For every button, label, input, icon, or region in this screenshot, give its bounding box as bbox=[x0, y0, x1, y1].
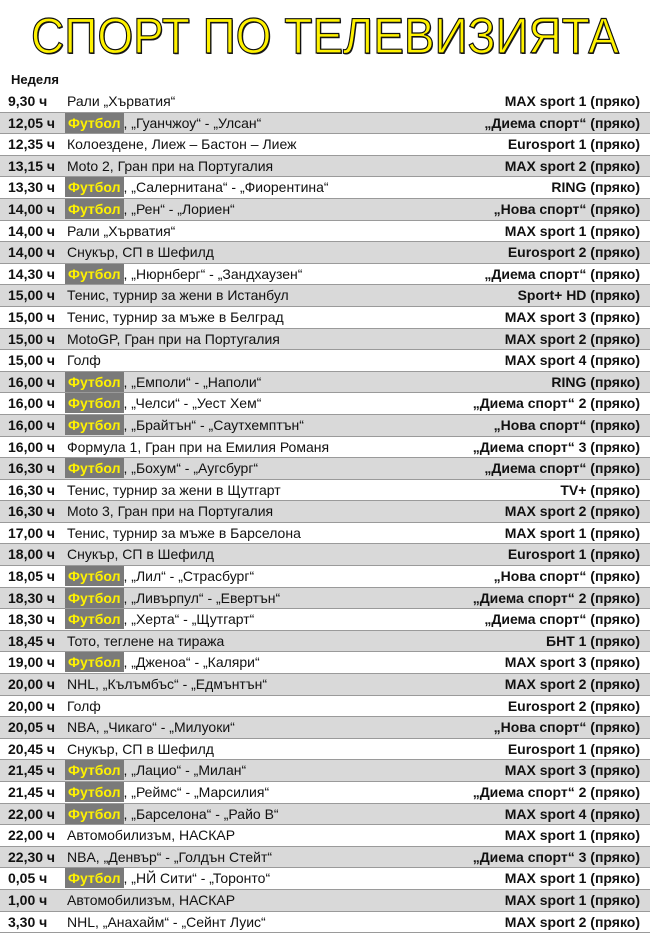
event-text: , „Емполи“ - „Наполи“ bbox=[123, 373, 262, 390]
channel-label: MAX sport 1 (пряко) bbox=[504, 891, 640, 908]
schedule-row bbox=[0, 264, 650, 286]
schedule-row bbox=[0, 393, 650, 415]
event-cell bbox=[67, 242, 214, 264]
event-cell bbox=[67, 177, 329, 199]
channel-label: MAX sport 3 (пряко) bbox=[504, 762, 640, 779]
time-label: 15,00 ч bbox=[8, 352, 56, 369]
time-label: 12,35 ч bbox=[8, 136, 56, 153]
schedule-row bbox=[0, 609, 650, 631]
sport-badge: Футбол bbox=[65, 458, 124, 478]
event-cell bbox=[67, 890, 235, 912]
event-cell bbox=[67, 847, 272, 869]
event-text: , „Гуанчжоу“ - „Улсан“ bbox=[123, 114, 262, 131]
schedule-row bbox=[0, 523, 650, 545]
time-label: 18,00 ч bbox=[8, 546, 56, 563]
event-cell bbox=[67, 544, 214, 566]
event-text: , „Ливърпул“ - „Евертън“ bbox=[123, 589, 281, 606]
channel-label: MAX sport 4 (пряко) bbox=[504, 352, 640, 369]
schedule-row bbox=[0, 782, 650, 804]
event-text: Рали „Хърватия“ bbox=[67, 93, 176, 109]
time-label: 16,30 ч bbox=[8, 481, 56, 498]
event-cell bbox=[67, 588, 280, 610]
channel-label: „Диема спорт“ 3 (пряко) bbox=[472, 438, 640, 455]
event-cell bbox=[67, 264, 302, 286]
channel-label: MAX sport 3 (пряко) bbox=[504, 654, 640, 671]
event-cell bbox=[67, 825, 235, 847]
schedule-row bbox=[0, 760, 650, 782]
schedule-row bbox=[0, 480, 650, 502]
time-label: 17,00 ч bbox=[8, 524, 56, 541]
channel-label: „Нова спорт“ (пряко) bbox=[493, 719, 640, 736]
event-text: , „Бохум“ - „Аугсбург“ bbox=[123, 460, 259, 477]
schedule-row bbox=[0, 501, 650, 523]
event-text: Снукър, СП в Шефилд bbox=[67, 740, 214, 757]
time-label: 14,30 ч bbox=[8, 265, 56, 282]
time-label: 20,45 ч bbox=[8, 740, 56, 757]
event-text: , „Нюрнберг“ - „Зандхаузен“ bbox=[123, 265, 303, 282]
schedule-row bbox=[0, 652, 650, 674]
time-label: 3,30 ч bbox=[8, 913, 48, 930]
event-cell bbox=[67, 134, 296, 156]
channel-label: Eurosport 1 (пряко) bbox=[507, 546, 640, 563]
schedule-row bbox=[0, 674, 650, 696]
event-text: Тенис, турнир за мъже в Белград bbox=[67, 308, 284, 325]
time-label: 16,00 ч bbox=[8, 373, 56, 390]
event-cell bbox=[67, 912, 266, 934]
event-text: , „Лацио“ - „Милан“ bbox=[123, 762, 247, 779]
event-text: MotoGP, Гран при на Португалия bbox=[67, 330, 280, 347]
channel-label: MAX sport 1 (пряко) bbox=[504, 93, 640, 109]
event-text: Рали „Хърватия“ bbox=[67, 222, 176, 239]
sport-badge: Футбол bbox=[65, 782, 124, 802]
event-text: Голф bbox=[67, 352, 101, 369]
schedule-row bbox=[0, 544, 650, 566]
time-label: 16,00 ч bbox=[8, 438, 56, 455]
schedule-list bbox=[0, 91, 650, 933]
channel-label: MAX sport 1 (пряко) bbox=[504, 870, 640, 887]
sport-badge: Футбол bbox=[65, 652, 124, 672]
time-label: 22,00 ч bbox=[8, 827, 56, 844]
event-text: Moto 3, Гран при на Португалия bbox=[67, 503, 274, 520]
time-label: 9,30 ч bbox=[8, 93, 48, 109]
event-cell bbox=[67, 307, 284, 329]
schedule-row bbox=[0, 199, 650, 221]
channel-label: MAX sport 2 (пряко) bbox=[504, 330, 640, 347]
event-text: Тото, теглене на тиража bbox=[67, 632, 225, 649]
event-cell bbox=[67, 221, 175, 243]
schedule-row bbox=[0, 868, 650, 890]
channel-label: MAX sport 4 (пряко) bbox=[504, 805, 640, 822]
event-text: NBA, „Денвър“ - „Голдън Стейт“ bbox=[67, 848, 273, 865]
schedule-row bbox=[0, 912, 650, 934]
day-heading: Неделя bbox=[11, 72, 59, 87]
event-text: , „Дженоа“ - „Каляри“ bbox=[123, 654, 260, 671]
event-text: , „Салернитана“ - „Фиорентина“ bbox=[123, 179, 329, 196]
event-text: , „Херта“ - „Щутгарт“ bbox=[123, 611, 255, 628]
event-text: Снукър, СП в Шефилд bbox=[67, 546, 214, 563]
schedule-row bbox=[0, 415, 650, 437]
time-label: 12,05 ч bbox=[8, 114, 56, 131]
event-text: , „НЙ Сити“ - „Торонто“ bbox=[123, 870, 271, 887]
event-cell bbox=[67, 437, 329, 459]
event-cell bbox=[67, 739, 214, 761]
schedule-row bbox=[0, 221, 650, 243]
channel-label: MAX sport 2 (пряко) bbox=[504, 503, 640, 520]
event-cell bbox=[67, 782, 269, 804]
event-cell bbox=[67, 566, 254, 588]
event-text: Снукър, СП в Шефилд bbox=[67, 244, 214, 261]
schedule-row bbox=[0, 307, 650, 329]
channel-label: RING (пряко) bbox=[551, 373, 640, 390]
event-cell bbox=[67, 458, 258, 480]
sport-badge: Футбол bbox=[65, 372, 124, 392]
sport-badge: Футбол bbox=[65, 609, 124, 629]
event-cell bbox=[67, 113, 261, 135]
time-label: 20,00 ч bbox=[8, 676, 56, 693]
event-cell bbox=[67, 523, 301, 545]
schedule-row bbox=[0, 847, 650, 869]
channel-label: БНТ 1 (пряко) bbox=[546, 632, 640, 649]
schedule-row bbox=[0, 566, 650, 588]
schedule-row bbox=[0, 329, 650, 351]
time-label: 15,00 ч bbox=[8, 308, 56, 325]
time-label: 13,15 ч bbox=[8, 157, 56, 174]
header bbox=[0, 0, 650, 70]
time-label: 0,05 ч bbox=[8, 870, 48, 887]
event-cell bbox=[67, 652, 260, 674]
channel-label: MAX sport 2 (пряко) bbox=[504, 676, 640, 693]
event-text: NHL, „Кълъмбъс“ - „Едмънтън“ bbox=[67, 676, 267, 693]
channel-label: „Диема спорт“ (пряко) bbox=[484, 460, 640, 477]
time-label: 16,30 ч bbox=[8, 460, 56, 477]
time-label: 19,00 ч bbox=[8, 654, 56, 671]
channel-label: Eurosport 2 (пряко) bbox=[507, 244, 640, 261]
event-cell bbox=[67, 480, 281, 502]
sport-badge: Футбол bbox=[65, 177, 124, 197]
schedule-row bbox=[0, 588, 650, 610]
event-text: , „Челси“ - „Уест Хем“ bbox=[123, 395, 262, 412]
schedule-row bbox=[0, 825, 650, 847]
sport-badge: Футбол bbox=[65, 566, 124, 586]
event-text: NBA, „Чикаго“ - „Милуоки“ bbox=[67, 719, 235, 736]
channel-label: MAX sport 2 (пряко) bbox=[504, 157, 640, 174]
time-label: 16,00 ч bbox=[8, 395, 56, 412]
event-text: , „Рен“ - „Лориен“ bbox=[123, 200, 235, 217]
event-cell bbox=[67, 329, 280, 351]
event-text: , „Брайтън“ - „Саутхемптън“ bbox=[123, 416, 304, 433]
event-cell bbox=[67, 393, 261, 415]
event-text: Автомобилизъм, НАСКАР bbox=[67, 891, 236, 908]
time-label: 20,05 ч bbox=[8, 719, 56, 736]
sport-badge: Футбол bbox=[65, 113, 124, 133]
channel-label: Eurosport 1 (пряко) bbox=[507, 136, 640, 153]
channel-label: MAX sport 1 (пряко) bbox=[504, 827, 640, 844]
time-label: 16,00 ч bbox=[8, 416, 56, 433]
event-text: , „Лил“ - „Страсбург“ bbox=[123, 568, 255, 585]
channel-label: MAX sport 2 (пряко) bbox=[504, 913, 640, 930]
channel-label: „Нова спорт“ (пряко) bbox=[493, 200, 640, 217]
time-label: 14,00 ч bbox=[8, 222, 56, 239]
sport-badge: Футбол bbox=[65, 199, 124, 219]
time-label: 18,45 ч bbox=[8, 632, 56, 649]
channel-label: „Диема спорт“ 2 (пряко) bbox=[472, 589, 640, 606]
time-label: 16,30 ч bbox=[8, 503, 56, 520]
time-label: 15,00 ч bbox=[8, 330, 56, 347]
sport-badge: Футбол bbox=[65, 264, 124, 284]
event-text: Формула 1, Гран при на Емилия Романя bbox=[67, 438, 330, 455]
schedule-row bbox=[0, 804, 650, 826]
event-cell bbox=[67, 804, 279, 826]
schedule-row bbox=[0, 177, 650, 199]
sport-badge: Футбол bbox=[65, 415, 124, 435]
event-text: Тенис, турнир за жени в Щутгарт bbox=[67, 481, 281, 498]
time-label: 13,30 ч bbox=[8, 179, 56, 196]
sport-badge: Футбол bbox=[65, 393, 124, 413]
sport-badge: Футбол bbox=[65, 804, 124, 824]
event-text: NHL, „Анахайм“ - „Сейнт Луис“ bbox=[67, 913, 266, 930]
event-text: , „Реймс“ - „Марсилия“ bbox=[123, 784, 270, 800]
schedule-row bbox=[0, 631, 650, 653]
sport-badge: Футбол bbox=[65, 760, 124, 780]
channel-label: „Диема спорт“ 3 (пряко) bbox=[472, 848, 640, 865]
event-text: Тенис, турнир за жени в Истанбул bbox=[67, 287, 289, 304]
time-label: 20,00 ч bbox=[8, 697, 56, 714]
channel-label: „Диема спорт“ (пряко) bbox=[484, 114, 640, 131]
event-cell bbox=[67, 696, 101, 718]
event-cell bbox=[67, 91, 175, 113]
page-title: СПОРТ ПО ТЕЛЕВИЗИЯТА bbox=[31, 8, 619, 64]
channel-label: RING (пряко) bbox=[551, 179, 640, 196]
channel-label: MAX sport 1 (пряко) bbox=[504, 222, 640, 239]
channel-label: „Диема спорт“ (пряко) bbox=[484, 611, 640, 628]
schedule-row bbox=[0, 350, 650, 372]
channel-label: „Нова спорт“ (пряко) bbox=[493, 568, 640, 585]
event-cell bbox=[67, 199, 235, 221]
event-cell bbox=[67, 415, 304, 437]
event-text: Колоездене, Лиеж – Бастон – Лиеж bbox=[67, 136, 297, 153]
event-cell bbox=[67, 285, 289, 307]
event-text: , „Барселона“ - „Райо В“ bbox=[123, 805, 279, 822]
time-label: 14,00 ч bbox=[8, 200, 56, 217]
schedule-row bbox=[0, 113, 650, 135]
time-label: 21,45 ч bbox=[8, 762, 56, 779]
time-label: 21,45 ч bbox=[8, 784, 56, 800]
channel-label: „Диема спорт“ 2 (пряко) bbox=[472, 784, 640, 800]
schedule-row bbox=[0, 91, 650, 113]
schedule-row bbox=[0, 458, 650, 480]
schedule-row bbox=[0, 717, 650, 739]
sport-badge: Футбол bbox=[65, 588, 124, 608]
schedule-row bbox=[0, 285, 650, 307]
schedule-row bbox=[0, 696, 650, 718]
time-label: 18,30 ч bbox=[8, 611, 56, 628]
event-cell bbox=[67, 501, 273, 523]
event-cell bbox=[67, 868, 270, 890]
event-cell bbox=[67, 674, 267, 696]
event-cell bbox=[67, 760, 246, 782]
time-label: 22,30 ч bbox=[8, 848, 56, 865]
time-label: 14,00 ч bbox=[8, 244, 56, 261]
channel-label: Sport+ HD (пряко) bbox=[517, 287, 640, 304]
event-cell bbox=[67, 156, 273, 178]
time-label: 1,00 ч bbox=[8, 891, 48, 908]
time-label: 22,00 ч bbox=[8, 805, 56, 822]
schedule-row bbox=[0, 437, 650, 459]
event-text: Moto 2, Гран при на Португалия bbox=[67, 157, 274, 174]
sport-badge: Футбол bbox=[65, 868, 124, 888]
schedule-row bbox=[0, 134, 650, 156]
channel-label: „Диема спорт“ (пряко) bbox=[484, 265, 640, 282]
schedule-row bbox=[0, 890, 650, 912]
channel-label: Eurosport 2 (пряко) bbox=[507, 697, 640, 714]
channel-label: MAX sport 1 (пряко) bbox=[504, 524, 640, 541]
time-label: 15,00 ч bbox=[8, 287, 56, 304]
event-cell bbox=[67, 609, 254, 631]
channel-label: „Нова спорт“ (пряко) bbox=[493, 416, 640, 433]
event-cell bbox=[67, 372, 261, 394]
channel-label: „Диема спорт“ 2 (пряко) bbox=[472, 395, 640, 412]
event-text: Голф bbox=[67, 697, 101, 714]
event-cell bbox=[67, 717, 235, 739]
event-text: Тенис, турнир за мъже в Барселона bbox=[67, 524, 301, 541]
channel-label: TV+ (пряко) bbox=[560, 481, 640, 498]
channel-label: MAX sport 3 (пряко) bbox=[504, 308, 640, 325]
time-label: 18,30 ч bbox=[8, 589, 56, 606]
schedule-row bbox=[0, 242, 650, 264]
schedule-row bbox=[0, 156, 650, 178]
event-cell bbox=[67, 631, 224, 653]
schedule-row bbox=[0, 739, 650, 761]
event-text: Автомобилизъм, НАСКАР bbox=[67, 827, 236, 844]
time-label: 18,05 ч bbox=[8, 568, 56, 585]
event-cell bbox=[67, 350, 101, 372]
schedule-row bbox=[0, 372, 650, 394]
channel-label: Eurosport 1 (пряко) bbox=[507, 740, 640, 757]
